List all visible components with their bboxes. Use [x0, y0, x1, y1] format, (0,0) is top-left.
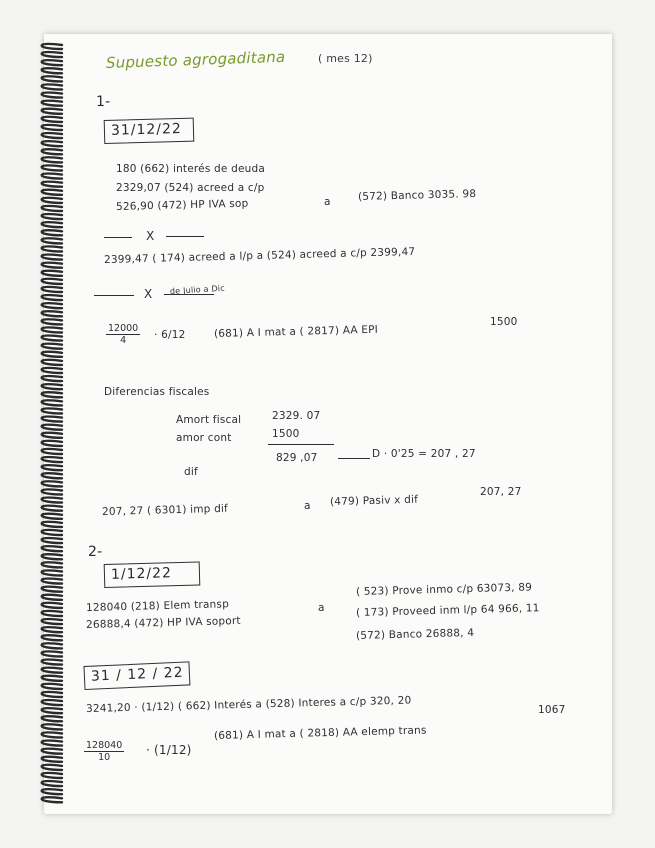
- spiral-coil: [42, 101, 62, 106]
- entry1-line3: 526,90 (472) HP IVA sop: [115, 197, 249, 213]
- spiral-coil: [42, 60, 62, 65]
- spiral-coil: [42, 84, 62, 89]
- spiral-coil: [42, 327, 62, 332]
- spiral-coil: [42, 392, 62, 397]
- date-3: 31 / 12 / 22: [90, 664, 184, 685]
- entry7-amount: 1067: [538, 704, 566, 716]
- spiral-coil: [42, 538, 62, 543]
- spiral-coil: [42, 352, 62, 357]
- spiral-coil: [42, 173, 62, 178]
- spiral-coil: [42, 400, 62, 405]
- entry4-debit: 207, 27 ( 6301) imp dif: [101, 502, 229, 518]
- spiral-coil: [42, 384, 62, 389]
- section-2-number: 2-: [88, 544, 103, 560]
- spiral-coil: [42, 254, 62, 259]
- spiral-coil: [42, 68, 62, 73]
- spiral-coil: [42, 117, 62, 122]
- spiral-coil: [42, 360, 62, 365]
- spiral-coil: [42, 522, 62, 527]
- spiral-coil: [42, 457, 62, 462]
- dif-result: D · 0'25 = 207 , 27: [372, 448, 476, 460]
- entry3-text: (681) A I mat a ( 2817) AA EPI: [213, 323, 379, 340]
- entry5-credit1: ( 523) Prove inmo c/p 63073, 89: [355, 581, 533, 598]
- spiral-coil: [42, 198, 62, 203]
- spiral-coil: [42, 603, 62, 608]
- subtraction-line: [268, 444, 334, 445]
- entry1-line2: 2329,07 (524) acreed a c/p: [116, 182, 265, 194]
- spiral-coil: [42, 587, 62, 592]
- spiral-coil: [42, 125, 62, 130]
- dif-l3-value: 829 ,07: [276, 452, 318, 464]
- entry4-amount: 207, 27: [480, 486, 522, 498]
- spiral-coil: [42, 165, 62, 170]
- spiral-coil: [42, 651, 62, 656]
- spiral-coil: [42, 578, 62, 583]
- spiral-coil: [42, 182, 62, 187]
- title-note: ( mes 12): [318, 52, 373, 65]
- spiral-coil: [42, 570, 62, 575]
- spiral-coil: [42, 52, 62, 57]
- spiral-coil: [42, 133, 62, 138]
- spiral-coil: [42, 757, 62, 762]
- spiral-coil: [42, 408, 62, 413]
- spiral-coil: [42, 546, 62, 551]
- dif-l2-value: 1500: [272, 428, 300, 440]
- entry3-factor: · 6/12: [154, 329, 186, 341]
- spiral-coil: [42, 562, 62, 567]
- dif-l1-label: Amort fiscal: [176, 414, 242, 426]
- spiral-coil: [42, 311, 62, 316]
- spiral-coil: [42, 554, 62, 559]
- spiral-coil: [42, 724, 62, 729]
- fraction-denominator: 10: [98, 752, 111, 763]
- spiral-coil: [42, 287, 62, 292]
- page-title: Supuesto agrogaditana: [105, 47, 286, 72]
- spiral-coil: [42, 449, 62, 454]
- entry5-credit2: ( 173) Proveed inm l/p 64 966, 11: [355, 602, 540, 619]
- separator-line: [94, 295, 134, 296]
- spiral-coil: [42, 668, 62, 673]
- entry5-debit1: 128040 (218) Elem transp: [85, 598, 230, 614]
- spiral-coil: [42, 319, 62, 324]
- spiral-coil: [42, 206, 62, 211]
- spiral-coil: [42, 530, 62, 535]
- spiral-coil: [42, 789, 62, 794]
- entry1-line1: 180 (662) interés de deuda: [116, 163, 265, 175]
- spiral-coil: [42, 344, 62, 349]
- separator-line: [166, 236, 204, 237]
- date-box-2: [104, 561, 201, 588]
- spiral-coil: [42, 627, 62, 632]
- spiral-coil: [42, 473, 62, 478]
- spiral-coil: [42, 425, 62, 430]
- spiral-coil: [42, 514, 62, 519]
- spiral-coil: [42, 773, 62, 778]
- spiral-coil: [42, 441, 62, 446]
- spiral-coil: [42, 222, 62, 227]
- entry2: 2399,47 ( 174) acreed a l/p a (524) acreed a c/p 2399,47: [103, 245, 416, 266]
- spiral-coil: [42, 635, 62, 640]
- date-box-3: [83, 661, 190, 690]
- spiral-coil: [42, 303, 62, 308]
- date-2: 1/12/22: [110, 565, 173, 583]
- spiral-coil: [42, 368, 62, 373]
- spiral-coil: [42, 157, 62, 162]
- spiral-coil: [42, 433, 62, 438]
- entry5-credit3: (572) Banco 26888, 4: [355, 626, 475, 642]
- spiral-coil: [42, 149, 62, 154]
- spiral-coil: [42, 489, 62, 494]
- spiral-coil: [42, 611, 62, 616]
- fraction-128040-10: [84, 740, 124, 763]
- spiral-coil: [42, 781, 62, 786]
- entry7-factor: · (1/12): [146, 743, 192, 757]
- spiral-coil: [42, 619, 62, 624]
- entry5-debit2: 26888,4 (472) HP IVA soport: [85, 614, 241, 631]
- fraction-denominator: 4: [120, 335, 127, 346]
- entry6: 3241,20 · (1/12) ( 662) Interés a (528) Interes a c/p 320, 20: [85, 694, 412, 715]
- spiral-coil: [42, 708, 62, 713]
- spiral-coil: [42, 376, 62, 381]
- spiral-coil: [42, 416, 62, 421]
- date-1: 31/12/22: [110, 120, 183, 139]
- spiral-coil: [42, 740, 62, 745]
- spiral-coil: [42, 716, 62, 721]
- spiral-coil: [42, 700, 62, 705]
- spiral-coil: [42, 335, 62, 340]
- date-box-1: [104, 118, 195, 144]
- fraction-numerator: 12000: [108, 323, 139, 334]
- dif-l1-value: 2329. 07: [272, 410, 321, 422]
- spiral-coil: [42, 595, 62, 600]
- section-1-number: 1-: [96, 94, 111, 110]
- spiral-coil: [42, 263, 62, 268]
- spiral-coil: [42, 238, 62, 243]
- entry4-a: a: [304, 500, 311, 512]
- separator-x: X: [146, 229, 155, 243]
- spiral-coil: [42, 643, 62, 648]
- spiral-coil: [42, 676, 62, 681]
- spiral-coil: [42, 481, 62, 486]
- spiral-coil: [42, 692, 62, 697]
- spiral-coil: [42, 214, 62, 219]
- spiral-coil: [42, 732, 62, 737]
- entry5-a: a: [318, 602, 325, 614]
- entry4-credit: (479) Pasiv x dif: [329, 493, 419, 508]
- separator-line: [104, 237, 132, 238]
- fraction-12000-4: [106, 323, 140, 346]
- arrow-line: [338, 458, 370, 459]
- spiral-coil: [42, 279, 62, 284]
- spiral-coil: [42, 465, 62, 470]
- spiral-coil: [42, 295, 62, 300]
- spiral-coil: [42, 749, 62, 754]
- spiral-coil: [42, 271, 62, 276]
- spiral-coil: [42, 765, 62, 770]
- spiral-coil: [42, 141, 62, 146]
- fraction-numerator: 128040: [86, 740, 123, 751]
- spiral-coil: [42, 797, 62, 802]
- entry7-text: (681) A I mat a ( 2818) AA elemp trans: [213, 724, 427, 742]
- spiral-coil: [42, 230, 62, 235]
- spiral-coil: [42, 92, 62, 97]
- dif-heading: Diferencias fiscales: [104, 386, 210, 398]
- entry1-credit: (572) Banco 3035. 98: [357, 187, 477, 203]
- annotation: de Julio a Dic: [169, 283, 226, 296]
- spiral-coil: [42, 497, 62, 502]
- dif-l3-label: dif: [184, 466, 198, 478]
- spiral-coil: [42, 109, 62, 114]
- dif-l2-label: amor cont: [176, 432, 232, 444]
- spiral-coil: [42, 684, 62, 689]
- spiral-coil: [42, 44, 62, 49]
- entry3-amount: 1500: [490, 316, 518, 328]
- spiral-coil: [42, 506, 62, 511]
- spiral-coil: [42, 659, 62, 664]
- entry1-a: a: [324, 196, 331, 208]
- spiral-coil: [42, 190, 62, 195]
- separator-x: X: [144, 287, 153, 301]
- spiral-binding: [38, 40, 66, 810]
- spiral-coil: [42, 76, 62, 81]
- spiral-coil: [42, 246, 62, 251]
